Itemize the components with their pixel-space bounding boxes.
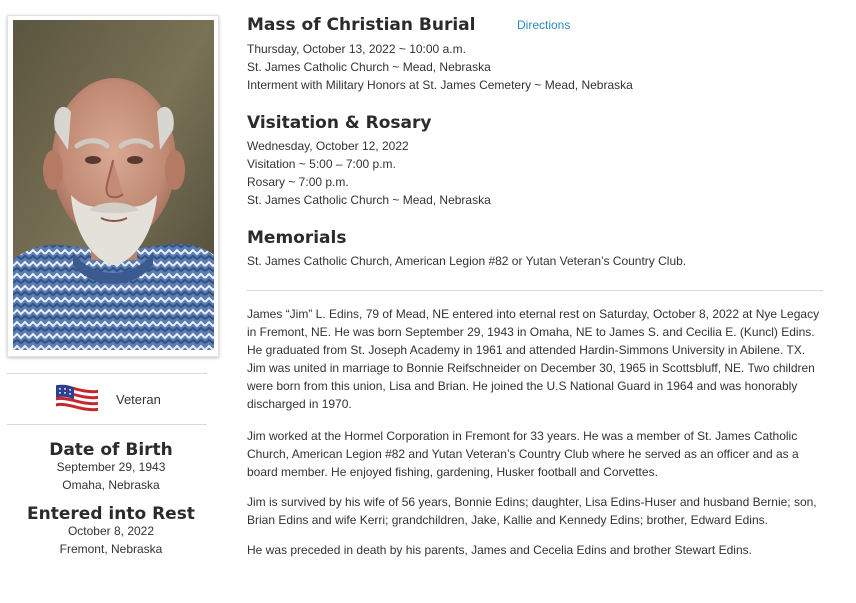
content-divider — [247, 290, 823, 291]
visitation-heading: Visitation & Rosary — [247, 113, 432, 133]
portrait-frame — [7, 15, 219, 357]
visitation-date: Wednesday, October 12, 2022 — [247, 139, 409, 153]
memorials-heading: Memorials — [247, 228, 347, 248]
sidebar-divider — [7, 424, 207, 425]
obituary-paragraph: Jim worked at the Hormel Corporation in Fremont for 33 years. He was a member of St. James Catholic Church, American Legion #82 and Yutan Veteran’s Country Club where he served as an officer and as a board member. He enjoyed fishing, gardening, Husker football and Corvettes. — [247, 429, 799, 479]
obituary-paragraph: Jim is survived by his wife of 56 years, Bonnie Edins; daughter, Lisa Edins-Huser and husband Bernie; son, Brian Edins and wife Kerri; grandchildren, Jake, Kallie and Kennedy Edins; brother, Edward Edins. — [247, 495, 817, 527]
birth-place: Omaha, Nebraska — [62, 478, 160, 492]
rest-place: Fremont, Nebraska — [59, 542, 163, 556]
veteran-label: Veteran — [116, 392, 161, 407]
portrait-photo — [13, 20, 214, 350]
obituary-paragraph: James “Jim” L. Edins, 79 of Mead, NE entered into eternal rest on Saturday, October 8, 2022 at Nye Legacy in Fremont, NE. He was born September 29, 1943 in Omaha, NE to James S. and Cecilia E. (Kuncl) Edins. He graduated from St. Joseph Academy in 1961 and attended Hardin-Simmons University in Abilene. TX. Jim was united in marriage to Bonnie Reifschneider on December 30, 1965 in Scottsbluff, NE. Two children were born from this union, Lisa and Brian. He joined the U.S National Guard in 1964 and was honorably discharged in 1970. — [247, 307, 820, 411]
veteran-badge — [52, 383, 161, 417]
rest-heading: Entered into Rest — [27, 504, 195, 524]
birth-heading: Date of Birth — [49, 440, 173, 460]
rosary-time: Rosary ~ 7:00 p.m. — [247, 175, 349, 189]
visitation-time: Visitation ~ 5:00 – 7:00 p.m. — [247, 157, 396, 171]
sidebar-divider — [7, 373, 207, 374]
memorials-text: St. James Catholic Church, American Legion #82 or Yutan Veteran’s Country Club. — [247, 254, 687, 268]
mass-interment: Interment with Military Honors at St. James Cemetery ~ Mead, Nebraska — [247, 78, 633, 92]
mass-heading: Mass of Christian Burial — [247, 15, 476, 35]
american-flag-icon — [52, 383, 102, 417]
mass-location: St. James Catholic Church ~ Mead, Nebraska — [247, 60, 491, 74]
rest-date: October 8, 2022 — [67, 524, 155, 538]
directions-link[interactable]: Directions — [517, 18, 571, 32]
mass-date: Thursday, October 13, 2022 ~ 10:00 a.m. — [247, 42, 466, 56]
portrait-illustration — [13, 20, 214, 350]
visitation-location: St. James Catholic Church ~ Mead, Nebraska — [247, 193, 491, 207]
birth-date: September 29, 1943 — [56, 460, 166, 474]
obituary-paragraph: He was preceded in death by his parents, James and Cecelia Edins and brother Stewart Edins. — [247, 543, 752, 557]
